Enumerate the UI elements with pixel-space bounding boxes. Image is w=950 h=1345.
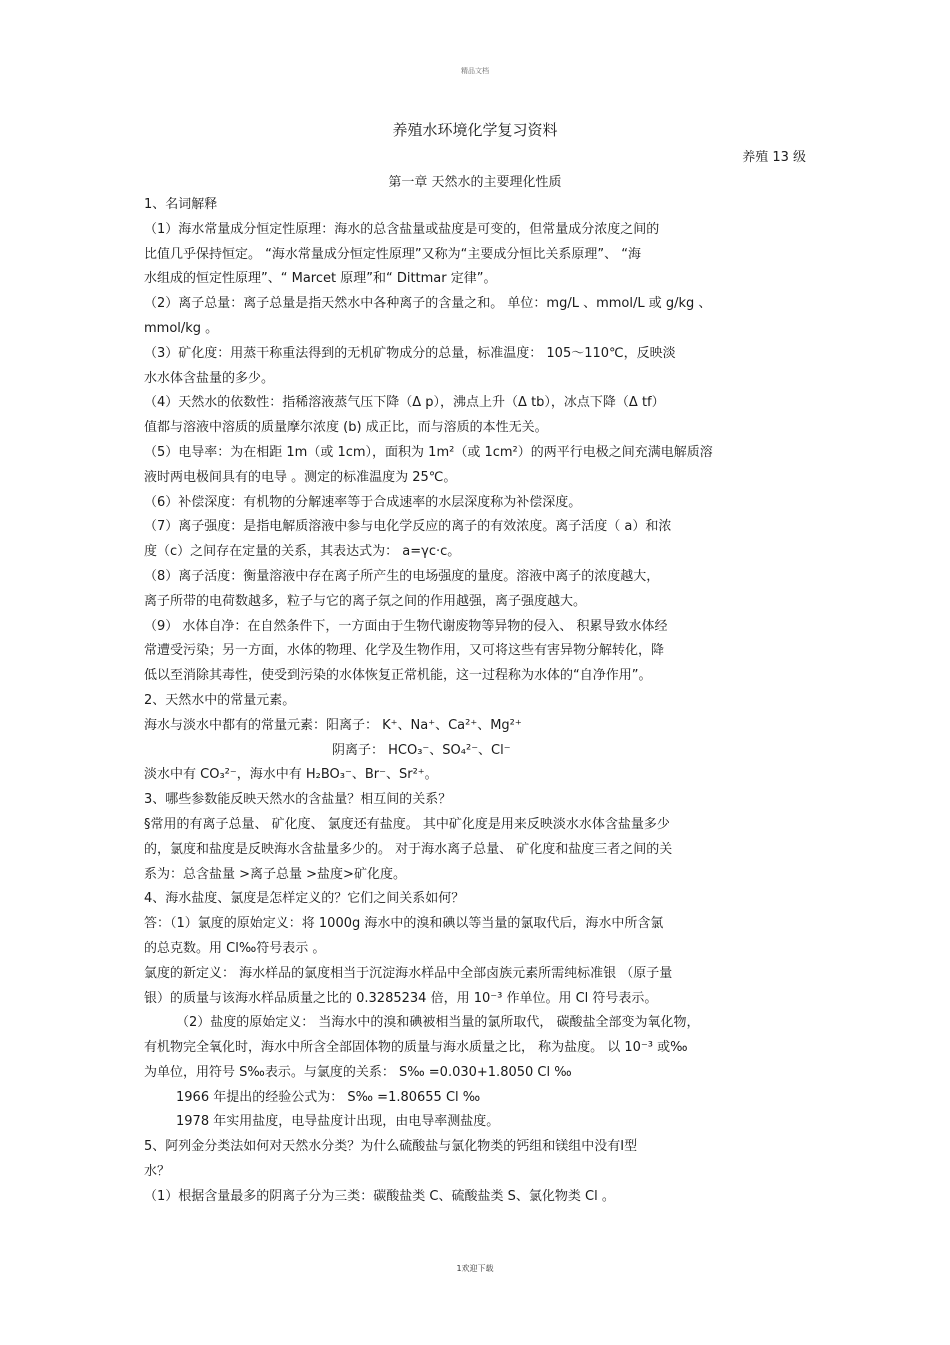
text-line: 离子所带的电荷数越多，粒子与它的离子氛之间的作用越强，离子强度越大。	[144, 593, 587, 609]
text-line: 的总克数。用 Cl‰符号表示 。	[144, 940, 326, 956]
text-line: （1）海水常量成分恒定性原理：海水的总含盐量或盐度是可变的，但常量成分浓度之间的	[144, 221, 660, 237]
text-line: 有机物完全氧化时，海水中所含全部固体物的质量与海水质量之比， 称为盐度。 以 10⁻³ 或‰	[144, 1040, 688, 1056]
text-line: 1966 年提出的经验公式为： S‰ =1.80655 Cl ‰	[176, 1089, 481, 1105]
class-label: 养殖 13 级	[742, 150, 806, 165]
text-line: 液时两电极间具有的电导 。测定的标准温度为 25℃。	[144, 469, 457, 485]
text-line: 海水与淡水中都有的常量元素：阳离子： K⁺、Na⁺、Ca²⁺、Mg²⁺	[144, 717, 522, 733]
text-line: 的，氯度和盐度是反映海水含盐量多少的。 对于海水离子总量、 矿化度和盐度三者之间的关	[144, 841, 673, 857]
text-line: 1978 年实用盐度，电导盐度计出现，由电导率测盐度。	[176, 1114, 500, 1130]
text-line: （5）电导率：为在相距 1m（或 1cm），面积为 1m²（或 1cm²）的两平行电极之间充满电解质溶	[144, 444, 713, 460]
text-line: 银）的质量与该海水样品质量之比的 0.3285234 倍，用 10⁻³ 作单位。用 Cl 符号表示。	[144, 990, 658, 1006]
text-line: （9） 水体自净：在自然条件下，一方面由于生物代谢废物等异物的侵入、 积累导致水体经	[144, 618, 668, 634]
text-line: 水组成的恒定性原理”、“ Marcet 原理”和“ Dittmar 定律”。	[144, 271, 497, 287]
text-line: 2、天然水中的常量元素。	[144, 692, 296, 708]
text-line: 答：（1）氯度的原始定义：将 1000g 海水中的溴和碘以等当量的氯取代后，海水中所含氯	[144, 916, 664, 932]
text-line: （3）矿化度：用蒸干称重法得到的无机矿物成分的总量，标准温度： 105～110℃，反映淡	[144, 345, 676, 361]
text-line: 水水体含盐量的多少。	[144, 370, 275, 386]
text-line: 为单位，用符号 S‰表示。与氯度的关系： S‰ =0.030+1.8050 Cl ‰	[144, 1064, 572, 1080]
text-line: 4、海水盐度、氯度是怎样定义的？它们之间关系如何？	[144, 891, 465, 907]
text-line: §常用的有离子总量、 矿化度、 氯度还有盐度。 其中矿化度是用来反映淡水水体含盐量多少	[144, 816, 670, 832]
text-line: （2）离子总量：离子总量是指天然水中各种离子的含量之和。 单位：mg/L 、mmol/L 或 g/kg 、	[144, 296, 712, 312]
document-title: 养殖水环境化学复习资料	[392, 121, 558, 139]
text-line: 水？	[144, 1164, 171, 1180]
text-line: 阴离子： HCO₃⁻、SO₄²⁻、Cl⁻	[332, 742, 511, 758]
page-footer: 1欢迎下载	[456, 1264, 494, 1273]
text-line: （1）根据含量最多的阴离子分为三类：碳酸盐类 C、硫酸盐类 S、氯化物类 Cl 。	[144, 1188, 615, 1204]
text-line: 氯度的新定义： 海水样品的氯度相当于沉淀海水样品中全部卤族元素所需纯标准银 （原子量	[144, 965, 673, 981]
text-line: （4）天然水的依数性：指稀溶液蒸气压下降（Δ p），沸点上升（Δ tb），冰点下降（Δ tf）	[144, 395, 665, 411]
text-line: 值都与溶液中溶质的质量摩尔浓度 (b) 成正比，而与溶质的本性无关。	[144, 420, 548, 436]
chapter-heading: 第一章 天然水的主要理化性质	[388, 175, 562, 190]
text-line: 度（c）之间存在定量的关系，其表达式为： a=γc·c。	[144, 544, 461, 560]
text-line: 比值几乎保持恒定。 “海水常量成分恒定性原理”又称为“主要成分恒比关系原理”、 “海	[144, 246, 641, 262]
body-text	[144, 193, 808, 1210]
text-line: （6）补偿深度：有机物的分解速率等于合成速率的水层深度称为补偿深度。	[144, 494, 582, 510]
text-line: （7）离子强度：是指电解质溶液中参与电化学反应的离子的有效浓度。离子活度（ a）和浓	[144, 519, 672, 535]
header-note: 精品文档	[461, 67, 489, 75]
text-line: 5、阿列金分类法如何对天然水分类？为什么硫酸盐与氯化物类的钙组和镁组中没有Ⅰ型	[144, 1139, 638, 1155]
text-line: 淡水中有 CO₃²⁻，海水中有 H₂BO₃⁻、Br⁻、Sr²⁺。	[144, 767, 438, 783]
text-line: 1、名词解释	[144, 197, 218, 212]
text-line: 3、哪些参数能反映天然水的含盐量？相互间的关系？	[144, 792, 452, 808]
text-line: （2）盐度的原始定义： 当海水中的溴和碘被相当量的氯所取代， 碳酸盐全部变为氧化物，	[176, 1015, 700, 1031]
text-line: mmol/kg 。	[144, 320, 219, 336]
text-line: 低以至消除其毒性，使受到污染的水体恢复正常机能，这一过程称为水体的“自净作用”。	[144, 668, 652, 684]
text-line: 常遭受污染；另一方面，水体的物理、化学及生物作用，又可将这些有害异物分解转化，降	[144, 643, 665, 659]
text-line: 系为：总含盐量 >离子总量 >盐度>矿化度。	[144, 866, 406, 882]
text-line: （8）离子活度：衡量溶液中存在离子所产生的电场强度的量度。溶液中离子的浓度越大，	[144, 568, 660, 584]
